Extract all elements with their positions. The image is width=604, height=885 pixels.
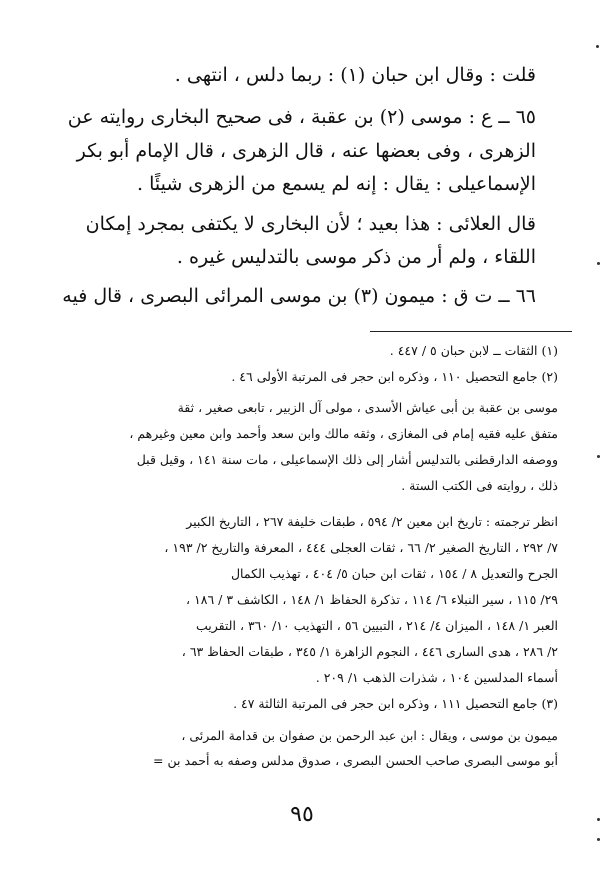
- scan-mark: [597, 262, 600, 265]
- scan-mark: [596, 45, 599, 48]
- scan-mark: [597, 455, 600, 458]
- footnote-3-text-1: ميمون بن موسى ، ويقال : ابن عبد الرحمن بن صفوان بن قدامة المرئى ،: [181, 728, 558, 743]
- footnote-separator: [370, 331, 572, 332]
- footnote-3: (٣) جامع التحصيل ١١١ ، وذكره ابن حجر فى المرتبة الثالثة ٤٧ .: [233, 696, 558, 711]
- scan-mark: [597, 838, 600, 841]
- main-line-1: قلت : وقال ابن حبان (١) : ربما دلس ، انتهى .: [174, 64, 536, 86]
- footnote-2-refs-5: العبر ١/ ١٤٨ ، الميزان ٤/ ٢١٤ ، التبيين ٥٦ ، التهذيب ١٠/ ٣٦٠ ، التقريب: [195, 618, 558, 633]
- footnote-2-refs-6: ٢/ ٢٨٦ ، هدى السارى ٤٤٦ ، النجوم الزاهرة ١/ ٣٤٥ ، طبقات الحفاظ ٦٣ ،: [181, 644, 558, 659]
- main-line-6: اللقاء ، ولم أر من ذكر موسى بالتدليس غيره .: [176, 246, 536, 268]
- footnote-2-refs-7: أسماء المدلسين ١٠٤ ، شذرات الذهب ١/ ٢٠٩ .: [315, 670, 558, 685]
- main-line-4: الإسماعيلى : يقال : إنه لم يسمع من الزهرى شيئًا .: [137, 173, 536, 195]
- footnote-2-refs-3: الجرح والتعديل ٨ / ١٥٤ ، ثقات ابن حبان ٥/ ٤٠٤ ، تهذيب الكمال: [230, 566, 558, 581]
- footnote-2-text-3: ووصفه الدارقطنى بالتدليس أشار إلى ذلك الإسماعيلى ، مات سنة ١٤١ ، وقيل قبل: [136, 452, 558, 467]
- scan-mark: [597, 818, 600, 821]
- main-line-5: قال العلائى : هذا بعيد ؛ لأن البخارى لا يكتفى بمجرد إمكان: [85, 213, 536, 235]
- footnote-2-refs-1: انظر ترجمته : تاريخ ابن معين ٢/ ٥٩٤ ، طبقات خليفة ٢٦٧ ، التاريخ الكبير: [186, 514, 558, 529]
- footnote-1: (١) الثقات ــ لابن حبان ٥ / ٤٤٧ .: [389, 343, 558, 358]
- footnote-2-refs-2: ٧/ ٢٩٢ ، التاريخ الصغير ٢/ ٦٦ ، ثقات العجلى ٤٤٤ ، المعرفة والتاريخ ٢/ ١٩٣ ،: [164, 540, 558, 555]
- footnote-2-text-4: ذلك ، روايته فى الكتب الستة .: [401, 478, 558, 493]
- main-line-2-entry-65: ٦٥ ــ ع : موسى (٢) بن عقبة ، فى صحيح البخارى روايته عن: [67, 106, 536, 128]
- footnote-3-text-2: أبو موسى البصرى صاحب الحسن البصرى ، صدوق مدلس وصفه به أحمد بن =: [153, 753, 558, 768]
- main-line-3: الزهرى ، وفى بعضها عنه ، قال الزهرى ، قال الإمام أبو بكر: [76, 140, 536, 162]
- footnote-2-refs-4: ٢٩/ ١١٥ ، سير النبلاء ٦/ ١١٤ ، تذكرة الحفاظ ١/ ١٤٨ ، الكاشف ٣ / ١٨٦ ،: [186, 592, 558, 607]
- main-line-7-entry-66: ٦٦ ــ ت ق : ميمون (٣) بن موسى المرائى البصرى ، قال فيه: [62, 285, 536, 307]
- footnote-2: (٢) جامع التحصيل ١١٠ ، وذكره ابن حجر فى المرتبة الأولى ٤٦ .: [231, 369, 558, 384]
- footnote-2-text-1: موسى بن عقبة بن أبى عياش الأسدى ، مولى آل الزبير ، تابعى صغير ، ثقة: [177, 400, 558, 415]
- footnote-2-text-2: متفق عليه فقيه إمام فى المغازى ، وثقه مالك وابن سعد وأحمد وابن معين وغيرهم ،: [129, 426, 558, 441]
- page-number: ٩٥: [290, 802, 314, 827]
